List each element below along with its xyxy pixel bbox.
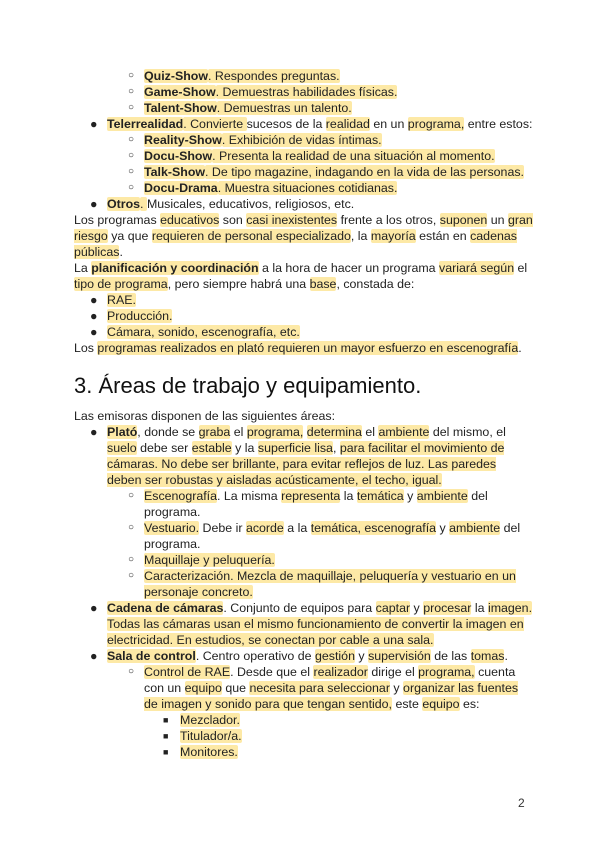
highlighted-text: Reality-Show [144,133,222,147]
highlighted-text: suelo [107,441,137,455]
highlighted-text: Maquillaje y peluquería. [144,553,275,567]
text-run: cuenta con un [144,665,516,695]
text-run: La [74,261,92,275]
highlighted-text: suponen [439,213,488,227]
list-item [74,100,534,116]
studio-programs-paragraph [74,340,534,356]
text-run: es: [459,697,480,711]
highlighted-text: . Demuestras un talento. [216,101,352,115]
highlighted-text: variará según [439,261,515,275]
highlighted-text: Docu-Drama [144,181,218,195]
highlighted-text: Control de RAE [144,665,231,679]
text-run: . [504,649,508,663]
text-run: Musicales, educativos, religiosos, etc. [146,197,355,211]
highlighted-text: supervisión [368,649,431,663]
text-run: debe ser [136,441,192,455]
text-run: Los programas [74,213,161,227]
highlighted-text: mayoría [370,229,416,243]
list-item [74,600,534,648]
list-item [74,424,534,488]
bullet-icon: ○ [128,150,135,161]
text-run: . La misma [217,489,282,503]
list-item [74,308,534,324]
highlighted-text: Monitores. [180,745,238,759]
text-run: y [410,601,424,615]
text-run: a la hora de hacer un programa [258,261,440,275]
text-run: dirige el [367,665,419,679]
highlighted-text: tomas [470,649,505,663]
highlighted-text: ambiente [378,425,430,439]
list-item [74,568,534,600]
highlighted-text: tipo de programa [74,277,168,291]
text-run: Las emisoras disponen de las siguientes áreas: [74,409,336,423]
list-item [74,488,534,520]
highlighted-text: Game-Show [144,85,216,99]
highlighted-text: Docu-Show [144,149,213,163]
text-run: en un [369,117,408,131]
text-run: la [340,489,357,503]
text-run: el [230,425,247,439]
text-run: . [518,341,522,355]
text-run: Debe ir [199,521,246,535]
work-areas-list [74,424,534,760]
text-run: , la [350,229,371,243]
bullet-icon: ● [90,197,98,211]
highlighted-text: programa, [418,665,475,679]
list-item [74,324,534,340]
page-content [74,68,534,760]
highlighted-text: . De tipo magazine, indagando en la vida de las personas. [205,165,524,179]
highlighted-text: temática, escenografía [310,521,437,535]
text-run: Los [74,341,98,355]
text-run: del mismo, el [429,425,506,439]
bullet-icon: ○ [128,522,135,533]
text-run: donde se [140,425,199,439]
text-run: , [332,441,340,455]
highlighted-text: acorde [245,521,284,535]
highlighted-text: Todas las cámaras usan el mismo funcionamiento de convertir la imagen en electricidad. En estudios, se conectan por cable a una sala. [107,617,524,647]
educational-programs-paragraph [74,212,534,260]
bullet-icon: ○ [128,666,135,677]
highlighted-text: necesita para seleccionar [249,681,390,695]
text-run: . Centro operativo de [195,649,315,663]
highlighted-text: realizador [313,665,368,679]
highlighted-text: Escenografía [144,489,218,503]
bullet-icon: ○ [128,134,135,145]
highlighted-text: Plató [107,425,138,439]
text-run: , pero siempre habrá una [167,277,310,291]
highlighted-text: Talk-Show [144,165,206,179]
bullet-icon: ○ [128,182,135,193]
list-item [74,728,534,744]
text-run: están en [415,229,471,243]
bullet-icon: ■ [163,731,169,741]
bullet-icon: ■ [163,747,169,757]
highlighted-text: captar [375,601,411,615]
base-list [74,292,534,340]
text-run: y [436,521,450,535]
highlighted-text: . Respondes preguntas. [208,69,340,83]
highlighted-text: Vestuario. [144,521,200,535]
highlighted-text: Cadena de cámaras [107,601,224,615]
text-run: la [471,601,488,615]
text-run: un [487,213,508,227]
highlighted-text: planificación y coordinación [91,261,259,275]
highlighted-text: procesar [423,601,472,615]
highlighted-text: Talent-Show [144,101,217,115]
bullet-icon: ● [90,309,98,323]
bullet-icon: ■ [163,715,169,725]
highlighted-text: . Demuestras habilidades físicas. [215,85,398,99]
highlighted-text: programas realizados en plató requieren un mayor esfuerzo en escenografía [97,341,519,355]
list-item [74,132,534,148]
list-item [74,180,534,196]
highlighted-text: programa, [246,425,304,439]
list-item [74,648,534,664]
list-item [74,196,534,212]
text-run: y [389,681,404,695]
highlighted-text: Caracterización. Mezcla de maquillaje, peluquería y vestuario en un personaje concreto. [144,569,516,599]
text-run: a la [283,521,311,535]
text-run: el [514,261,528,275]
highlighted-text: educativos [160,213,220,227]
text-run: del programa. [144,521,521,551]
text-run: , [137,425,141,439]
text-run: del programa. [144,489,488,519]
highlighted-text: Sala de control [107,649,196,663]
highlighted-text: para facilitar el movimiento de cámaras. No debe ser brillante, para evitar reflejos de luz. Las paredes deben ser robustas y aisladas acústicamente, el techo, igual. [107,441,505,487]
highlighted-text: equipo [184,681,222,695]
text-run: . Conjunto de equipos para [223,601,376,615]
list-item [74,84,534,100]
highlighted-text: Producción. [107,309,173,323]
program-types-list [74,68,534,212]
highlighted-text: representa [281,489,341,503]
text-run: el [361,425,379,439]
highlighted-text: cadenas públicas [74,229,517,259]
highlighted-text: casi inexistentes [246,213,338,227]
list-item [74,148,534,164]
text-run: y la [231,441,258,455]
highlighted-text: gestión [315,649,355,663]
highlighted-text: requieren de personal especializado [151,229,351,243]
text-run: que [221,681,250,695]
bullet-icon: ○ [128,70,135,81]
text-run: y [354,649,369,663]
text-run: frente a los otros, [337,213,440,227]
bullet-icon: ○ [128,490,135,501]
bullet-icon: ● [90,117,98,131]
highlighted-text: . Exhibición de vidas íntimas. [221,133,382,147]
highlighted-text: Cámara, sonido, escenografía, etc. [107,325,300,339]
highlighted-text: superficie lisa [257,441,333,455]
highlighted-text: Otros [107,197,141,211]
highlighted-text: graba [198,425,231,439]
text-run: y [403,489,417,503]
bullet-icon: ● [90,601,98,615]
highlighted-text: programa, [407,117,465,131]
section-heading: 3. Áreas de trabajo y equipamiento. [74,373,422,398]
highlighted-text: temática [356,489,404,503]
highlighted-text: organizar las fuentes de imagen y sonido para que tengan sentido, [144,681,519,711]
bullet-icon: ○ [128,554,135,565]
areas-intro-paragraph [74,408,534,424]
list-item [74,744,534,760]
bullet-icon: ○ [128,86,135,97]
highlighted-text: Telerrealidad [107,117,184,131]
highlighted-text: gran riesgo [74,213,533,243]
text-run: de las [430,649,471,663]
highlighted-text: Mezclador. [180,713,240,727]
text-run: ya que [107,229,152,243]
highlighted-text: Quiz-Show [144,69,209,83]
highlighted-text: imagen. [487,601,533,615]
highlighted-text: estable [191,441,232,455]
highlighted-text: realidad [325,117,370,131]
bullet-icon: ● [90,325,98,339]
list-item [74,116,534,132]
highlighted-text: base [309,277,337,291]
planning-paragraph [74,260,534,292]
text-run: . [119,245,123,259]
highlighted-text: . Presenta la realidad de una situación al momento. [212,149,495,163]
text-run: son [219,213,247,227]
highlighted-text: ambiente [449,521,501,535]
bullet-icon: ● [90,649,98,663]
highlighted-text: equipo [422,697,460,711]
text-run: . Desde que el [230,665,314,679]
highlighted-text: . [140,197,147,211]
page-number: 2 [518,796,525,810]
bullet-icon: ● [90,425,98,439]
text-run: este [392,697,423,711]
text-run: sucesos de la [246,117,326,131]
list-item [74,712,534,728]
bullet-icon: ○ [128,166,135,177]
highlighted-text: Titulador/a. [180,729,242,743]
highlighted-text: RAE. [107,293,136,307]
list-item [74,520,534,552]
bullet-icon: ● [90,293,98,307]
list-item [74,292,534,308]
list-item [74,664,534,712]
highlighted-text: ambiente [416,489,468,503]
list-item [74,552,534,568]
text-run: entre estos: [464,117,533,131]
list-item [74,68,534,84]
list-item [74,164,534,180]
highlighted-text: . Muestra situaciones cotidianas. [217,181,398,195]
bullet-icon: ○ [128,570,135,581]
bullet-icon: ○ [128,102,135,113]
highlighted-text: . Convierte [183,117,247,131]
text-run: , constada de: [336,277,415,291]
highlighted-text: determina [306,425,362,439]
